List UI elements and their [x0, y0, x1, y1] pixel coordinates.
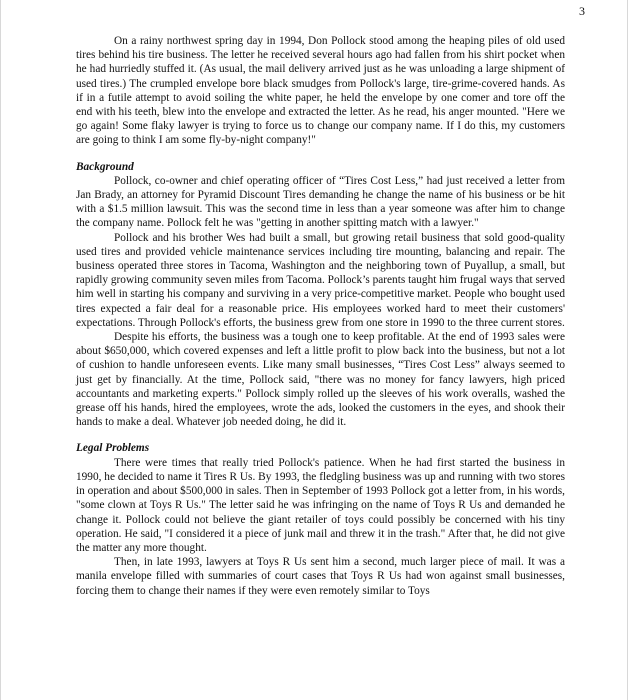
- legal-problems-heading: Legal Problems: [76, 442, 150, 455]
- background-paragraph: Despite his efforts, the business was a tough one to keep profitable. At the end of 1993 sales were about $650,000, which covered expenses and left a little profit to plow back into the business, but not a lot of cushion to handle unforeseen events. Like many small businesses, “Tires Cost Less” always seemed to just get by financially. At the time, Pollock said, "there was no money for fancy lawyers, high priced accountants and marketing experts." Pollock simply rolled up the sleeves of his work overalls, washed the grease off his hands, hired the employees, wrote the ads, looked the customers in the eyes, and shook their hands to make a deal. Whatever job needed doing, he did it.: [76, 331, 565, 429]
- section-gap: [76, 429, 565, 441]
- background-paragraph: Pollock and his brother Wes had built a small, but growing retail business that sold good-quality used tires and provided vehicle maintenance services including tire mounting, balancing and repair. The business operated three stores in Tacoma, Washington and the neighboring town of Puyallup, a small, but rapidly growing community seven miles from Tacoma. Pollock’s parents taught him frugal ways that served him well in starting his company and surviving in a very price-competitive market. People who bought used tires expected a fair deal for a reasonable price. His employees worked hard to meet their customers' expectations. Through Pollock's efforts, the business grew from one store in 1990 to the three current stores.: [76, 231, 565, 329]
- section-gap: [76, 148, 565, 160]
- background-heading: Background: [76, 160, 134, 173]
- intro-paragraph: On a rainy northwest spring day in 1994, Don Pollock stood among the heaping piles of old used tires behind his tire business. The letter he received several hours ago had fallen from his shirt pocket when he had hurriedly stuffed it. (As usual, the mail delivery arrived just as he was unloading a large shipment of used tires.) The crumpled envelope bore black smudges from Pollock's large, tire-grime-covered hands. As if in a futile attempt to avoid soiling the white paper, he held the envelope by one comer and tore off the end with his teeth, blew into the envelope and extracted the letter. As he read, his anger mounted. "Here we go again! Some flaky lawyer is trying to force us to change our company name. If I do this, my customers are going to think I am some fly-by-night company!": [76, 35, 565, 147]
- document-body: [76, 34, 565, 598]
- page-number: 3: [579, 4, 585, 18]
- legal-paragraph: Then, in late 1993, lawyers at Toys R Us sent him a second, much larger piece of mail. It was a manila envelope filled with summaries of court cases that Toys R Us had won against small businesses, forcing them to change their names if they were even remotely similar to Toys: [76, 556, 565, 597]
- legal-paragraph: There were times that really tried Pollock's patience. When he had first started the business in 1990, he decided to name it Tires R Us. By 1993, the fledgling business was up and running with two stores in operation and about $500,000 in sales. Then in September of 1993 Pollock got a letter from, in his words, "some clown at Toys R Us." The letter said he was infringing on the name of Toys R Us and demanded he change it. Pollock could not believe the giant retailer of toys could possibly be concerned with his tiny operation. He said, "I considered it a piece of junk mail and threw it in the trash." After that, he did not give the matter any more thought.: [76, 456, 565, 554]
- background-paragraph: Pollock, co-owner and chief operating officer of “Tires Cost Less,” had just received a letter from Jan Brady, an attorney for Pyramid Discount Tires demanding he change the name of his business or be hit with a $1.5 million lawsuit. This was the second time in less than a year someone was after him to change the company name. Pollock felt he was "getting in another spitting match with a lawyer.": [76, 174, 565, 230]
